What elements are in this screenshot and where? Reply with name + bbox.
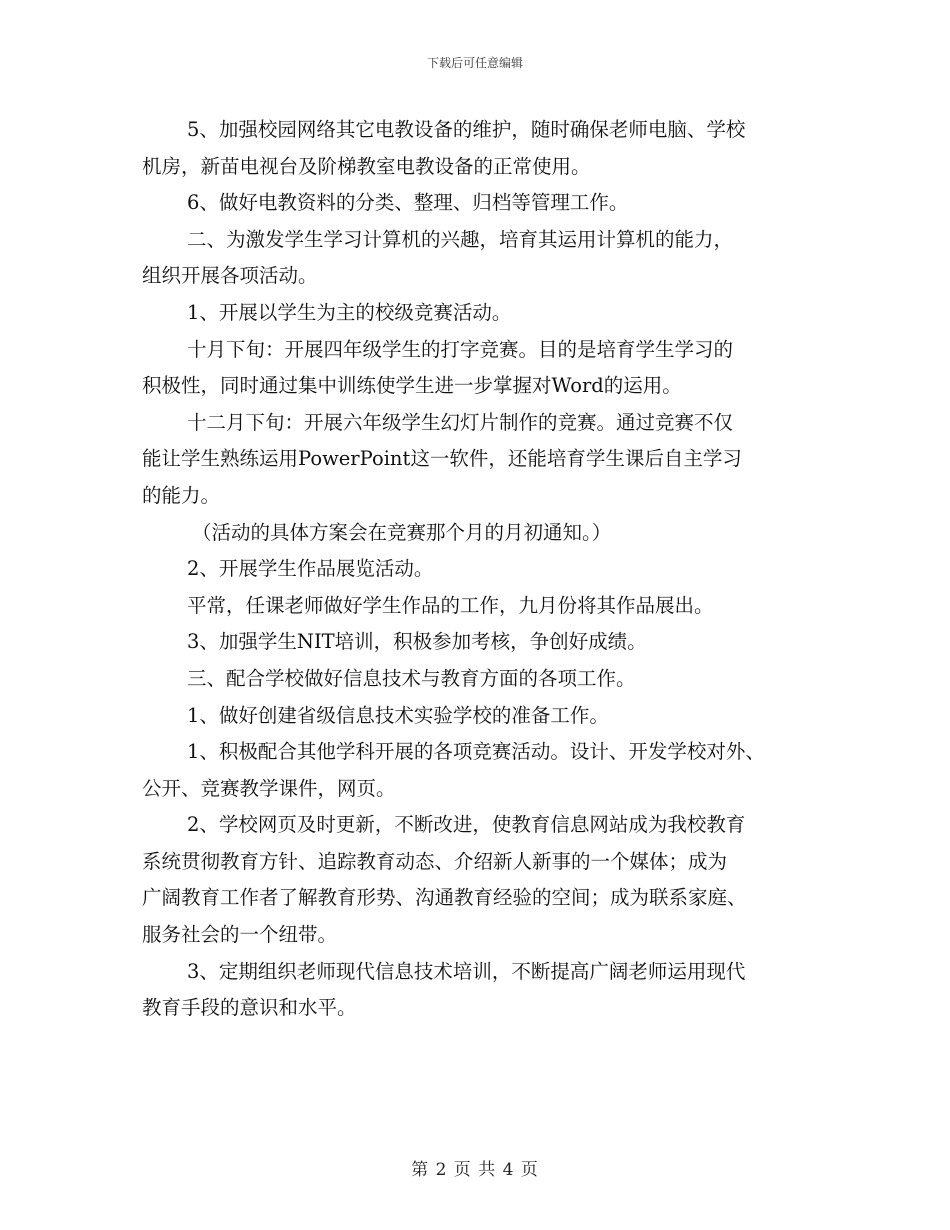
paragraph-item-6 — [142, 185, 832, 222]
paragraph-line: 1、积极配合其他学科开展的各项竞赛活动。设计、开发学校对外、 — [187, 740, 765, 764]
paragraph-line: 系统贯彻教育方针、追踪教育动态、介绍新人新事的一个媒体；成为 — [142, 849, 728, 873]
paragraph-october — [142, 332, 832, 405]
paragraph-line: 十二月下旬：开展六年级学生幻灯片制作的竞赛。通过竞赛不仅 — [187, 410, 734, 434]
paragraph-line: 组织开展各项活动。 — [142, 264, 318, 288]
paragraph-line: 积极性，同时通过集中训练使学生进一步掌握对Word的运用。 — [142, 374, 682, 398]
section-heading-3 — [142, 661, 832, 698]
paragraph-line: 二、为激发学生学习计算机的兴趣，培育其运用计算机的能力， — [187, 227, 734, 251]
paragraph-usual — [142, 588, 832, 625]
paragraph-line: 教育手段的意识和水平。 — [142, 996, 357, 1020]
paragraph-line: 6、做好电教资料的分类、整理、归档等管理工作。 — [187, 191, 629, 215]
paragraph-line: 平常，任课老师做好学生作品的工作，九月份将其作品展出。 — [187, 593, 714, 617]
paragraph-line: 2、开展学生作品展览活动。 — [187, 557, 434, 581]
section-heading-2 — [142, 222, 832, 295]
paragraph-line: 2、学校网页及时更新，不断改进，使教育信息网站成为我校教育 — [187, 813, 746, 837]
page-header-note: 下载后可任意编辑 — [426, 56, 523, 70]
paragraph-line: 公开、竞赛教学课件，网页。 — [142, 776, 396, 800]
paragraph-nit — [142, 624, 832, 661]
paragraph-line: 3、加强学生NIT培训，积极参加考核，争创好成绩。 — [187, 630, 647, 654]
paragraph-line: 广阔教育工作者了解教育形势、沟通教育经验的空间；成为联系家庭、 — [142, 886, 747, 910]
page-number-footer: 第 2 页 共 4 页 — [411, 1160, 539, 1180]
paragraph-line: 的能力。 — [142, 483, 221, 507]
paragraph-line: 5、加强校园网络其它电教设备的维护，随时确保老师电脑、学校 — [187, 118, 746, 141]
paragraph-line: 三、配合学校做好信息技术与教育方面的各项工作。 — [187, 666, 636, 690]
paragraph-exhibition — [142, 551, 832, 588]
paragraph-website — [142, 807, 832, 953]
paragraph-line: 能让学生熟练运用PowerPoint这一软件，还能培育学生课后自主学习 — [142, 447, 742, 471]
paragraph-line: 1、做好创建省级信息技术实验学校的准备工作。 — [187, 703, 609, 727]
paragraph-cooperate — [142, 734, 832, 807]
paragraph-december — [142, 405, 832, 515]
paragraph-competition — [142, 295, 832, 332]
paragraph-provincial — [142, 698, 832, 735]
paragraph-line: 服务社会的一个纽带。 — [142, 923, 338, 947]
paragraph-line: 十月下旬：开展四年级学生的打字竞赛。目的是培育学生学习的 — [187, 337, 734, 361]
paragraph-line: 3、定期组织老师现代信息技术培训，不断提高广阔老师运用现代 — [187, 959, 746, 983]
document-body — [142, 112, 832, 1027]
paragraph-line: 机房，新苗电视台及阶梯教室电教设备的正常使用。 — [142, 154, 591, 178]
paragraph-item-5 — [142, 112, 832, 185]
paragraph-line: 1、开展以学生为主的校级竞赛活动。 — [187, 300, 512, 324]
paragraph-note — [142, 515, 832, 552]
paragraph-line: （活动的具体方案会在竞赛那个月的月初通知。） — [192, 520, 612, 544]
paragraph-training — [142, 954, 832, 1027]
